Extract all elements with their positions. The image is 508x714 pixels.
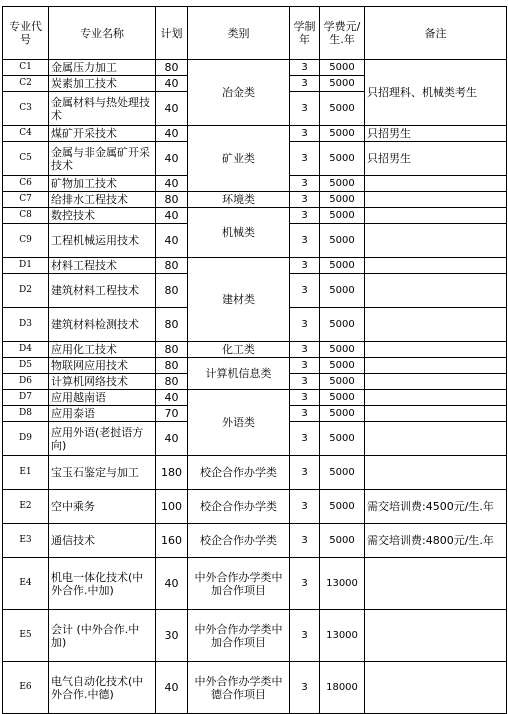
category-cell: 计算机信息类 [188, 358, 290, 390]
category-cell: 外语类 [188, 390, 290, 456]
row-name: 通信技术 [49, 524, 156, 558]
row-code: C8 [3, 208, 49, 224]
row-code: D9 [3, 422, 49, 456]
row-plan: 80 [156, 374, 188, 390]
row-code: D6 [3, 374, 49, 390]
row-years: 3 [290, 456, 320, 490]
note-cell [365, 208, 507, 224]
table-row [3, 208, 507, 224]
row-years: 3 [290, 192, 320, 208]
row-name: 电气自动化技术(中外合作.中德) [49, 662, 156, 714]
note-cell: 只招男生 [365, 142, 507, 176]
table-row [3, 610, 507, 662]
row-fee: 5000 [320, 208, 365, 224]
row-fee: 5000 [320, 274, 365, 308]
note-cell [365, 224, 507, 258]
header-name: 专业名称 [49, 7, 156, 60]
row-code: D7 [3, 390, 49, 406]
row-name: 机电一体化技术(中外合作.中加) [49, 558, 156, 610]
row-plan: 40 [156, 126, 188, 142]
row-name: 计算机网络技术 [49, 374, 156, 390]
row-fee: 5000 [320, 258, 365, 274]
row-fee: 5000 [320, 308, 365, 342]
header-code: 专业代号 [3, 7, 49, 60]
category-cell: 中外合作办学类中德合作项目 [188, 662, 290, 714]
row-code: E2 [3, 490, 49, 524]
row-years: 3 [290, 358, 320, 374]
row-name: 应用越南语 [49, 390, 156, 406]
row-years: 3 [290, 342, 320, 358]
header-years: 学制年 [290, 7, 320, 60]
note-cell [365, 192, 507, 208]
row-plan: 40 [156, 662, 188, 714]
row-code: C6 [3, 176, 49, 192]
row-years: 3 [290, 258, 320, 274]
note-cell: 只招男生 [365, 126, 507, 142]
row-years: 3 [290, 610, 320, 662]
row-fee: 13000 [320, 610, 365, 662]
row-name: 工程机械运用技术 [49, 224, 156, 258]
note-cell [365, 390, 507, 406]
row-code: C4 [3, 126, 49, 142]
note-cell [365, 308, 507, 342]
row-plan: 180 [156, 456, 188, 490]
row-fee: 5000 [320, 224, 365, 258]
row-years: 3 [290, 274, 320, 308]
row-code: D4 [3, 342, 49, 358]
row-name: 建筑材料检测技术 [49, 308, 156, 342]
row-years: 3 [290, 374, 320, 390]
row-name: 煤矿开采技术 [49, 126, 156, 142]
row-fee: 5000 [320, 76, 365, 92]
row-fee: 5000 [320, 176, 365, 192]
row-plan: 40 [156, 422, 188, 456]
row-years: 3 [290, 490, 320, 524]
note-cell [365, 662, 507, 714]
table-row [3, 258, 507, 274]
row-name: 应用外语(老挝语方向) [49, 422, 156, 456]
note-cell [365, 342, 507, 358]
note-cell: 需交培训费:4800元/生.年 [365, 524, 507, 558]
row-plan: 40 [156, 142, 188, 176]
row-name: 会计 (中外合作.中加) [49, 610, 156, 662]
row-name: 建筑材料工程技术 [49, 274, 156, 308]
note-cell [365, 456, 507, 490]
note-cell [365, 258, 507, 274]
row-years: 3 [290, 558, 320, 610]
table-row [3, 558, 507, 610]
row-fee: 5000 [320, 390, 365, 406]
row-plan: 80 [156, 274, 188, 308]
category-cell: 环境类 [188, 192, 290, 208]
row-years: 3 [290, 92, 320, 126]
header-note: 备注 [365, 7, 507, 60]
row-code: C7 [3, 192, 49, 208]
note-cell [365, 422, 507, 456]
note-cell: 只招理科、机械类考生 [365, 60, 507, 126]
table-row [3, 126, 507, 142]
row-plan: 80 [156, 192, 188, 208]
table-row [3, 192, 507, 208]
table-row [3, 342, 507, 358]
note-cell [365, 358, 507, 374]
note-cell [365, 176, 507, 192]
row-plan: 70 [156, 406, 188, 422]
row-code: C5 [3, 142, 49, 176]
row-years: 3 [290, 422, 320, 456]
table-row [3, 60, 507, 76]
row-code: E6 [3, 662, 49, 714]
note-cell [365, 274, 507, 308]
row-code: C1 [3, 60, 49, 76]
category-cell: 校企合作办学类 [188, 490, 290, 524]
note-cell [365, 374, 507, 390]
row-years: 3 [290, 208, 320, 224]
category-cell: 化工类 [188, 342, 290, 358]
row-code: C2 [3, 76, 49, 92]
row-code: D2 [3, 274, 49, 308]
note-cell: 需交培训费:4500元/生.年 [365, 490, 507, 524]
table-row [3, 358, 507, 374]
row-plan: 40 [156, 224, 188, 258]
row-fee: 5000 [320, 374, 365, 390]
row-name: 物联网应用技术 [49, 358, 156, 374]
category-cell: 建材类 [188, 258, 290, 342]
row-plan: 80 [156, 258, 188, 274]
row-years: 3 [290, 308, 320, 342]
note-cell [365, 406, 507, 422]
row-fee: 5000 [320, 60, 365, 76]
table-row [3, 390, 507, 406]
row-code: C3 [3, 92, 49, 126]
row-code: E5 [3, 610, 49, 662]
category-cell: 矿业类 [188, 126, 290, 192]
category-cell: 校企合作办学类 [188, 456, 290, 490]
row-code: D5 [3, 358, 49, 374]
table-row [3, 524, 507, 558]
row-fee: 5000 [320, 92, 365, 126]
row-plan: 40 [156, 390, 188, 406]
header-fee: 学费元/生.年 [320, 7, 365, 60]
row-years: 3 [290, 524, 320, 558]
category-cell: 冶金类 [188, 60, 290, 126]
row-plan: 80 [156, 358, 188, 374]
row-code: D3 [3, 308, 49, 342]
category-cell: 中外合作办学类中加合作项目 [188, 610, 290, 662]
row-fee: 5000 [320, 490, 365, 524]
header-plan: 计划 [156, 7, 188, 60]
row-name: 材料工程技术 [49, 258, 156, 274]
row-years: 3 [290, 224, 320, 258]
row-plan: 80 [156, 308, 188, 342]
row-fee: 5000 [320, 524, 365, 558]
row-plan: 80 [156, 342, 188, 358]
row-plan: 40 [156, 176, 188, 192]
row-name: 给排水工程技术 [49, 192, 156, 208]
category-cell: 机械类 [188, 208, 290, 258]
category-cell: 中外合作办学类中加合作项目 [188, 558, 290, 610]
row-years: 3 [290, 390, 320, 406]
row-code: C9 [3, 224, 49, 258]
row-code: E3 [3, 524, 49, 558]
row-fee: 5000 [320, 142, 365, 176]
row-name: 金属压力加工 [49, 60, 156, 76]
category-cell: 校企合作办学类 [188, 524, 290, 558]
row-name: 矿物加工技术 [49, 176, 156, 192]
row-code: D1 [3, 258, 49, 274]
row-plan: 40 [156, 558, 188, 610]
row-years: 3 [290, 406, 320, 422]
row-plan: 160 [156, 524, 188, 558]
row-years: 3 [290, 142, 320, 176]
enrollment-plan-table [2, 6, 507, 714]
row-plan: 30 [156, 610, 188, 662]
row-fee: 5000 [320, 358, 365, 374]
row-name: 空中乘务 [49, 490, 156, 524]
row-plan: 100 [156, 490, 188, 524]
row-plan: 40 [156, 92, 188, 126]
table-row [3, 456, 507, 490]
note-cell [365, 558, 507, 610]
row-code: D8 [3, 406, 49, 422]
row-fee: 5000 [320, 126, 365, 142]
header-category: 类别 [188, 7, 290, 60]
row-years: 3 [290, 76, 320, 92]
row-fee: 13000 [320, 558, 365, 610]
row-years: 3 [290, 60, 320, 76]
row-fee: 5000 [320, 456, 365, 490]
row-fee: 5000 [320, 422, 365, 456]
row-name: 宝玉石鉴定与加工 [49, 456, 156, 490]
row-fee: 5000 [320, 192, 365, 208]
row-name: 应用泰语 [49, 406, 156, 422]
row-years: 3 [290, 176, 320, 192]
row-plan: 40 [156, 76, 188, 92]
row-name: 金属与非金属矿开采技术 [49, 142, 156, 176]
header-row [3, 7, 507, 60]
row-name: 炭素加工技术 [49, 76, 156, 92]
row-code: E4 [3, 558, 49, 610]
row-code: E1 [3, 456, 49, 490]
row-name: 应用化工技术 [49, 342, 156, 358]
row-plan: 80 [156, 60, 188, 76]
row-years: 3 [290, 126, 320, 142]
row-fee: 18000 [320, 662, 365, 714]
note-cell [365, 610, 507, 662]
row-plan: 40 [156, 208, 188, 224]
row-name: 金属材料与热处理技术 [49, 92, 156, 126]
row-years: 3 [290, 662, 320, 714]
row-name: 数控技术 [49, 208, 156, 224]
table-row [3, 490, 507, 524]
row-fee: 5000 [320, 342, 365, 358]
row-fee: 5000 [320, 406, 365, 422]
table-row [3, 662, 507, 714]
